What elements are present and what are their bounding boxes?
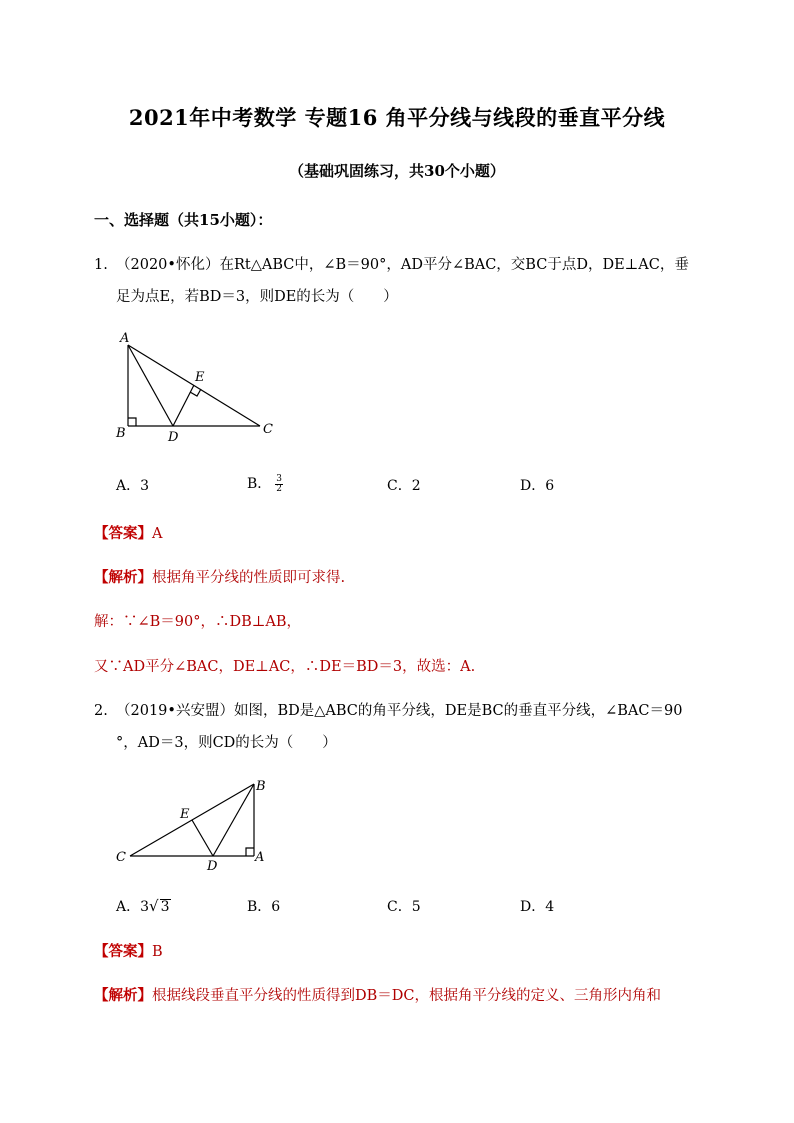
point-label-b: B [116, 426, 126, 441]
question-2-answer [94, 937, 163, 967]
section-heading: 一、选择题（共15小题）： [94, 211, 273, 229]
analysis-text: 根据线段垂直平分线的性质得到DB＝DC，根据角平分线的定义、三角形内角和 [152, 988, 661, 1004]
question-1-option-b[interactable] [247, 473, 283, 494]
answer-value: A [152, 526, 163, 542]
question-2-option-a[interactable] [116, 896, 171, 916]
question-2-stem-line1: （2019•兴安盟）如图，BD是△ABC的角平分线，DE是BC的垂直平分线，∠BAC＝90 [116, 703, 683, 719]
answer-value: B [152, 944, 163, 960]
radical-sign: √ [149, 897, 159, 915]
page-title: 2021年中考数学 专题16 角平分线与线段的垂直平分线 [128, 105, 666, 130]
point-label-a: A [255, 850, 265, 865]
point-label-e: E [195, 370, 205, 385]
question-1-stem-line1: （2020•怀化）在Rt△ABC中，∠B＝90°，AD平分∠BAC，交BC于点D，DE⊥AC，垂 [116, 257, 689, 273]
segment-de [173, 385, 194, 426]
question-1-stem-line2: 足为点E，若BD＝3，则DE的长为（ ） [116, 289, 398, 305]
fraction [275, 475, 283, 494]
question-2-option-b[interactable]: B．6 [247, 899, 281, 915]
question-2-option-d[interactable]: D．4 [520, 899, 555, 915]
analysis-tag: 【解析】 [94, 987, 152, 1004]
answer-tag: 【答案】 [94, 525, 152, 542]
option-b-prefix: B． [247, 476, 272, 492]
question-1-answer [94, 519, 162, 549]
question-1-solution-line1: 解：∵∠B＝90°，∴DB⊥AB， [94, 614, 302, 630]
point-label-d: D [207, 859, 218, 874]
question-2-analysis [94, 981, 661, 1011]
point-label-b: B [256, 779, 266, 794]
point-label-d: D [168, 430, 179, 445]
page-subtitle: （基础巩固练习，共30个小题） [289, 162, 505, 180]
question-2-figure [108, 772, 278, 877]
question-1-option-d[interactable]: D．6 [520, 478, 555, 494]
right-angle-marker-b [128, 418, 136, 426]
question-1-analysis [94, 563, 345, 593]
question-1-figure [108, 325, 288, 450]
analysis-text: 根据角平分线的性质即可求得. [152, 570, 346, 586]
radicand: 3 [160, 899, 170, 915]
fraction-denominator: 2 [276, 483, 283, 494]
question-2-number: 2. [94, 703, 108, 719]
question-1-number: 1. [94, 257, 108, 273]
question-2-option-c[interactable]: C．5 [387, 899, 421, 915]
point-label-c: C [263, 422, 273, 437]
segment-de [192, 820, 213, 856]
option-a-prefix: A．3 [116, 899, 150, 915]
question-2-stem-line2: °，AD＝3，则CD的长为（ ） [116, 735, 337, 751]
answer-tag: 【答案】 [94, 943, 152, 960]
question-1-option-a[interactable]: A．3 [116, 478, 150, 494]
segment-bd [213, 784, 254, 856]
analysis-tag: 【解析】 [94, 569, 152, 586]
point-label-a: A [120, 331, 130, 346]
right-angle-marker-a [246, 848, 254, 856]
point-label-c: C [116, 850, 126, 865]
segment-ad [128, 345, 173, 426]
fraction-numerator: 3 [276, 473, 283, 484]
point-label-e: E [180, 807, 190, 822]
question-1-solution-line2: 又∵AD平分∠BAC，DE⊥AC，∴DE＝BD＝3，故选：A. [94, 659, 476, 675]
question-1-option-c[interactable]: C．2 [387, 478, 421, 494]
